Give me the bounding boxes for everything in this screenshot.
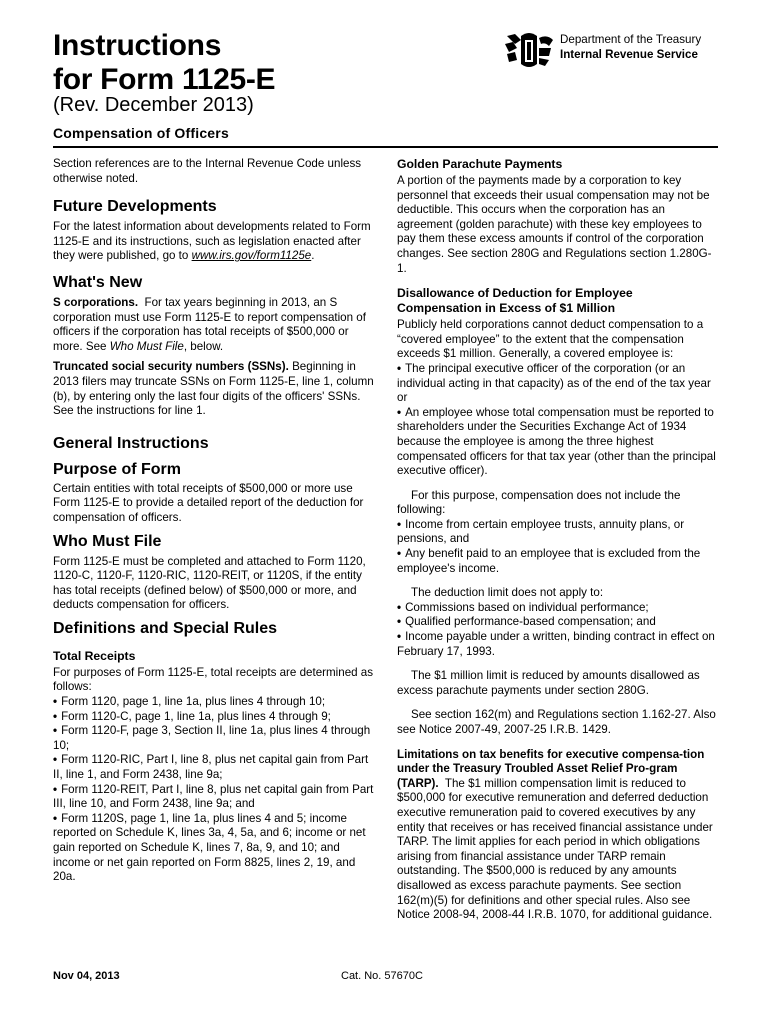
irs-link[interactable]: www.irs.gov/form1125e	[191, 249, 312, 263]
list-item: • Income from certain employee trusts, annuity plans, or pensions, and	[397, 518, 718, 547]
revision-date: (Rev. December 2013)	[53, 94, 254, 116]
service-name: Internal Revenue Service	[560, 48, 698, 61]
page-title	[53, 29, 275, 97]
form-subtitle: Compensation of Officers	[53, 125, 229, 141]
catalog-number: Cat. No. 57670C	[341, 970, 423, 982]
department-name: Department of the Treasury	[560, 33, 702, 46]
purpose-of-form-heading: Purpose of Form	[53, 460, 182, 478]
title-line-1: Instructions	[53, 29, 222, 62]
list-item: • Form 1120-RIC, Part I, line 8, plus net capital gain from Part II, line 1, and Form 2438, line 9a;	[53, 753, 375, 782]
future-developments-heading: Future Developments	[53, 198, 217, 216]
deduction-limit-text: The deduction limit does not apply to:	[411, 586, 604, 600]
see-section-text: See section 162(m) and Regulations section 1.162-27. Also see Notice 2007-49, 2007-25 I.R.B. 1429.	[397, 708, 716, 736]
list-item: • Form 1120-C, page 1, line 1a, plus lines 4 through 9;	[53, 710, 375, 725]
list-item: • Form 1120-REIT, Part I, line 8, plus net capital gain from Part III, line 10, and Form 2438, line 9a; and	[53, 783, 375, 812]
limit-reduced-text: The $1 million limit is reduced by amounts disallowed as excess parachute payments under section 280G.	[397, 669, 700, 697]
list-item: • The principal executive officer of the corporation (or an individual acting in that capacity) as of the end of the tax year or	[397, 362, 718, 406]
title-line-2: for Form 1125-E	[53, 63, 276, 96]
list-item: • Income payable under a written, binding contract in effect on February 17, 1993.	[397, 630, 718, 659]
disallowance-heading: Disallowance of Deduction for Employee Compensation in Excess of $1 Million	[397, 286, 633, 316]
header-divider	[53, 146, 718, 148]
whats-new-heading: What's New	[53, 273, 143, 291]
total-receipts-text: For purposes of Form 1125-E, total receipts are determined as follows:	[53, 665, 374, 694]
who-must-file-text: Form 1125-E must be completed and attached to Form 1120, 1120-C, 1120-F, 1120-RIC, 1120-REIT, or 1120S, if the entity has total receipts (defined below) of $500,000 or more, and deducts compensation for officers.	[53, 554, 366, 612]
right-column	[397, 157, 718, 923]
total-receipts-heading: Total Receipts	[53, 648, 136, 663]
list-item: • An employee whose total compensation must be reported to shareholders under the Securities Exchange Act of 1934 because the employee is among the three highest compensated officers for that tax year (other than the principal executive officer).	[397, 406, 718, 479]
intro-text: Section references are to the Internal Revenue Code unless otherwise noted.	[53, 157, 362, 185]
who-must-file-heading: Who Must File	[53, 532, 162, 550]
list-item: • Form 1120-F, page 3, Section II, line 1a, plus lines 4 through 10;	[53, 724, 375, 753]
disallowance-text: Publicly held corporations cannot deduct compensation to a “covered employee” to the extent that the compensation exceeds $1 million. Generally, a covered employee is:	[397, 318, 704, 361]
definitions-heading: Definitions and Special Rules	[53, 619, 278, 637]
list-item: • Qualified performance-based compensation; and	[397, 615, 718, 630]
golden-parachute-text: A portion of the payments made by a corporation to key personnel that exceeds their usual compensation may not be deductible. This occurs when the corporation has an agreement (golden parachute) with these key employees to pay them these excess amounts if control of the corporation changes. See section 280G and Regulations section 1.280G-1.	[397, 174, 712, 275]
purpose-text: Certain entities with total receipts of $500,000 or more use Form 1125-E to provide a detailed report of the deduction for compensation of officers.	[53, 481, 364, 524]
irs-eagle-logo-icon	[503, 30, 555, 70]
list-item: • Form 1120, page 1, line 1a, plus lines 4 through 10;	[53, 695, 375, 710]
left-column	[53, 157, 375, 885]
general-instructions-heading: General Instructions	[53, 434, 209, 452]
list-item: • Any benefit paid to an employee that is excluded from the employee's income.	[397, 547, 718, 576]
tarp-text: Limitations on tax benefits for executive compensa-tion under the Treasury Troubled Asset Relief Pro-gram (TARP). The $1 million compensation limit is reduced to $500,000 for executive remuneration and deferred deduction executive remuneration paid to covered executives by any entity that receives or has received financial assistance under TARP. The limit applies for each period in which obligations arising from financial assistance under TARP remain outstanding. The $500,000 is reduced by any amounts disallowed as excess parachute payments. See section 162(m)(5) for definitions and other special rules. Also see Notice 2008-94, 2008-44 I.R.B. 1070, for additional guidance.	[397, 747, 713, 922]
list-item: • Form 1120S, page 1, line 1a, plus lines 4 and 5; income reported on Schedule K, lines 3a, 4, 5a, and 6; income or net gain reported on Schedule K, lines 7, 8a, 9, and 10; and income or net gain reported on Form 8825, lines 2, 19, and 20a.	[53, 812, 375, 885]
compensation-exclusions-text: For this purpose, compensation does not include the following:	[397, 488, 681, 517]
golden-parachute-heading: Golden Parachute Payments	[397, 157, 563, 171]
agency-name	[560, 32, 701, 62]
revision-footer-date: Nov 04, 2013	[53, 970, 120, 982]
list-item: • Commissions based on individual performance;	[397, 601, 718, 616]
future-developments-text: For the latest information about developments related to Form 1125-E and its instructions, such as legislation enacted after they were published, go to www.irs.gov/form1125e.	[53, 220, 371, 263]
s-corporations-text: S corporations. For tax years beginning in 2013, an S corporation must use Form 1125-E to report compensation of officers if the corporation has total receipts of $500,000 or more. See Who Must File, below.	[53, 295, 366, 353]
truncated-ssn-text: Truncated social security numbers (SSNs). Beginning in 2013 filers may truncate SSNs on Form 1125-E, line 1, column (b), by entering only the last four digits of the officers' SSNs. See the instructions for line 1.	[53, 360, 374, 418]
